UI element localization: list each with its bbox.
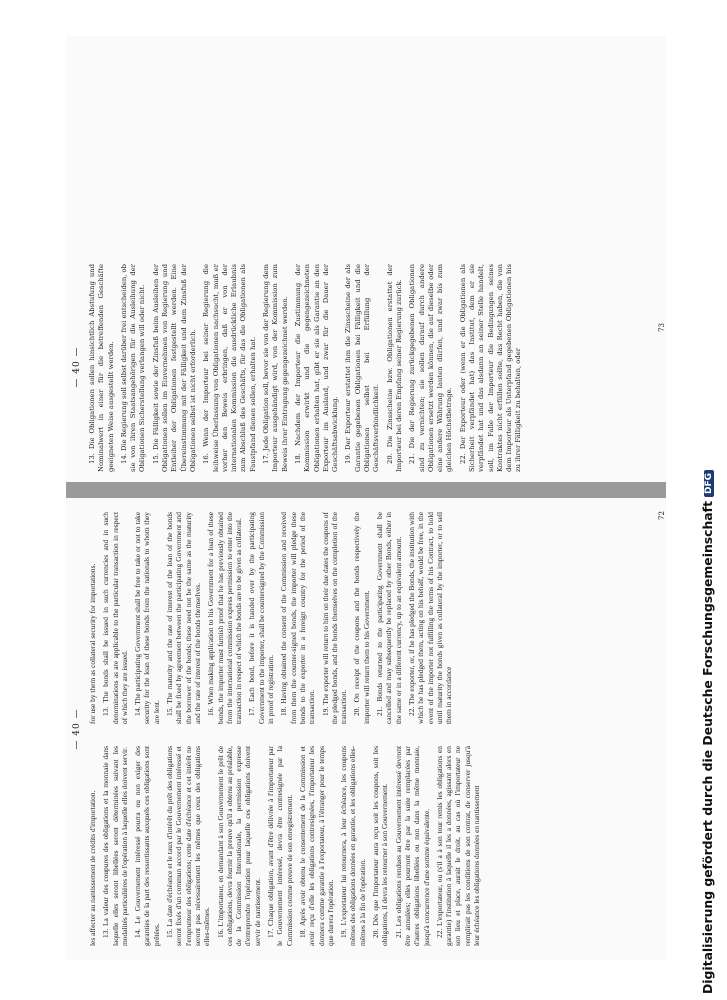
paragraph: 22. Der Exporteur oder (wenn er die Obligationen als Sicherheit verpfändet hat) das Institut, dem er sie verpfändet hat und das alsdann an seiner Stelle handelt, soll, im Falle der Importeur die Bedingungen seines Kontraktes nicht erfüllen sollte, das Recht haben, die von dem Importeur als Unterpfand gegebenen Obligationen bis zu ihrer Fälligkeit zu behalten, oder <box>458 264 523 472</box>
page-number: 73 <box>658 323 666 332</box>
english-column <box>88 512 652 724</box>
paragraph: 14. Die Regierung soll selbst darüber frei entscheiden, ob sie von ihren Staatsangehörigen für die Ausleihung der Obligationen Sicherstellung verlangen will oder nicht. <box>119 264 147 472</box>
scanned-spread <box>66 36 666 960</box>
paragraph: 16. When making application to his Government for a loan of these bonds, the importer must furnish proof that he has previously obtained from the international commission express permission to enter into the transaction in respect of which the bonds are to be given as collateral. <box>206 512 244 724</box>
page-header: — 40 — <box>72 346 82 388</box>
credit-text: Digitalisierung gefördert durch die Deutsche Forschungsgemeinschaft <box>700 501 715 994</box>
paragraph: 15. Die Fälligkeit sowie der Zinsfuß beim Ausleihen der Obligationen sollen im Einvernehmen von Regierung und Entleiher der Obligationen festgestellt werden. Eine Übereinstimmung mit der Fälligkeit und dem Zinsfuß der Obligationen selbst ist nicht erforderlich. <box>151 264 197 472</box>
paragraph: 13. Die Obligationen sollen hinsichtlich Abstufung und Nominalwert in einer für die betreffenden Geschäfte geeigneten Weise ausgestellt werden. <box>88 264 115 472</box>
paragraph: 19. Der Exporteur erstattet ihm die Zinsscheine der als Garantie gegebenen Obligationen bei Fälligkeit und die Obligationen selbst bei Erfüllung der Geschäftsverbindlichkeit. <box>344 264 381 472</box>
paragraph: 17. Chaque obligation, avant d'être délivrée à l'importateur par le Gouvernement intéressé, devra être contresignée par la Commission comme preuve de son enregistrement. <box>266 746 294 946</box>
dfg-logo-icon: DFG <box>704 470 714 497</box>
paragraph: 22. The exporter, or, if he has pledged the Bonds, the institution with which he has pledged them, acting on his behalf, would be free, in the event of the importer not fulfilling the terms of his Contract, to hold until maturity the bonds given as collateral by the importer, or to sell them in accordance <box>406 512 454 724</box>
paragraph: 21. Die der Regierung zurückgegebenen Obligationen sind zu vernichten; sie sollen darauf durch andere Obligationen ersetzt werden können, die auf dieselbe oder eine andere Währung lauten dürfen, und zwar bis zum gleichen Höchstbetrage. <box>408 264 454 472</box>
paragraph: 16. Wenn der Importeur bei seiner Regierung die leihweise Überlassung von Obligationen nachsucht, muß er vorher den Beweis erbringen, daß er von der internationalen Kommission die ausdrückliche Erlaubnis zum Abschluß des Geschäfts, für das die Obligationen als Faustpfand dienen sollen, erhalten hat. <box>202 264 257 472</box>
paragraph: 18. Having obtained the consent of the Commission and received from them the counter-signed bonds, the importer will pledge these bonds to the exporter in a foreign country for the period of the transaction. <box>279 512 317 724</box>
paragraph: 19. L'exportateur lui retournera, à leur échéance, les coupons mêmes des obligations données en garantie, et les obligations elles-mêmes à la fin de l'opération. <box>339 746 367 946</box>
paragraph: 20. Die Zinsscheine bzw. Obligationen erstattet der Importeur bei deren Empfang seiner Regierung zurück. <box>385 264 403 472</box>
paragraph: 15. The maturity and the rate of interest of the loan of the bonds shall be fixed by agreement between the participating Government and the borrower of the bonds; these need not be the same as the maturity and the rate of interest of the bonds themselves. <box>165 512 202 724</box>
paragraph: 20. On receipt of the coupons and the bonds respectively the importer will return them to his Government. <box>352 512 371 724</box>
paragraph: 13. La valeur des coupures des obligations et la monnaie dans laquelle elles seront libellées seront déterminées suivant les modalités particulières de l'opération à laquelle elles doivent servir. <box>101 746 129 946</box>
paragraph: 19. The exporter will return to him on their due dates the coupons of the pledged bonds, and the bonds themselves on the completion of the transaction. <box>320 512 349 724</box>
paragraph: 14. Le Gouvernement intéressé pourra ou non exiger des garanties de la part des ressortissants auxquels ces obligations sont prêtées. <box>133 746 161 946</box>
paragraph: 21. Les obligations rendues au Gouvernement intéressé devront être annulées; elles pourront être par la suite remplacées par d'autres obligations libellées ou non dans la même monnaie, jusqu'à concurrence d'une somme équivalente. <box>393 746 431 946</box>
right-page <box>66 36 666 482</box>
paragraph: 14. The participating Government shall be free to take or not to take security for the loan of these bonds from the nationals to whom they are lent. <box>133 512 161 724</box>
paragraph: 17. Jede Obligation soll, bevor sie von der Regierung dem Importeur ausgehändigt wird, von der Kommission zum Beweis ihrer Eintragung gegengezeichnet werden. <box>262 264 289 472</box>
left-page <box>66 498 666 960</box>
paragraph: 21. Bonds returned to the participating Government shall be cancelled and may subsequently be replaced by other Bonds, either in the same or in a different currency, up to an equivalent amount. <box>375 512 403 724</box>
paragraph: 13. The bonds shall be issued in such currencies and in such denominations as are applicable to the particular transaction in respect of which they are issued. <box>101 512 129 724</box>
paragraph: 18. Après avoir obtenu le consentement de la Commission et avoir reçu d'elle les obligations contresignées, l'importateur les donnera comme garantie à l'exportateur, à l'étranger pour le temps que durera l'opération. <box>297 746 335 946</box>
paragraph: 17. Each bond, before it is handed over by the participating Government to the importer, shall be countersigned by the Commission in proof of registration. <box>247 512 276 724</box>
paragraph: 20. Dès que l'importateur aura reçu soit les coupons, soit les obligations, il devra les retourner à son Gouvernement. <box>371 746 390 946</box>
page-number: 72 <box>658 511 666 520</box>
paragraph: 16. L'importateur, en demandant à son Gouvernement le prêt de ces obligations, devra fournir la preuve qu'il a obtenu au préalable, de la Commission Internationale, la permission expresse d'entreprendre l'opération pour laquelle ces obligations doivent servir de nantissement. <box>215 746 262 946</box>
paragraph: 15. La date d'échéance et le taux d'intérêt du prêt des obligations seront fixés d'un commun accord par le Gouvernement intéressé et l'emprunteur des obligations; cette date d'échéance et cet intérêt ne seront pas nécessairement les mêmes que ceux des obligations elles-mêmes. <box>165 746 212 946</box>
page-header: — 40 — <box>72 708 82 750</box>
paragraph: 18. Nachdem der Importeur die Zustimmung der Kommission erwirkt und die gegengezeichneten Obligationen erhalten hat, gibt er sie als Garantie an den Exporteur im Ausland, und zwar für die Dauer der Geschäftsabwicklung. <box>293 264 340 472</box>
paragraph: for use by them as collateral security for importations. <box>88 563 97 724</box>
paragraph: les affecter au nantissement de crédits d'importation. <box>88 790 97 946</box>
french-column <box>88 746 652 946</box>
digitization-credit <box>700 470 715 994</box>
german-column <box>88 264 652 472</box>
paragraph: 22. L'exportateur, ou (s'il a à son tour remis les obligations en garantie) l'institution à laquelle il les a données, agissant alors en son lieu et place, aurait le droit, au cas où l'importateur ne remplirait pas les conditions de son contrat, de conserver jusqu'à leur échéance les obligations données en nantissement <box>434 746 481 946</box>
page-gutter <box>66 482 666 498</box>
